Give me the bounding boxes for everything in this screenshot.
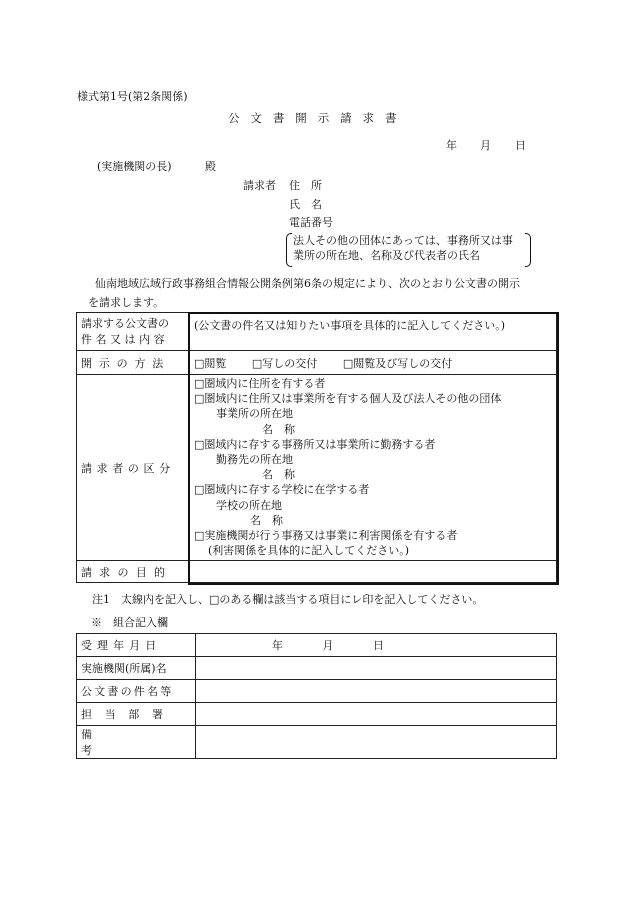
corporate-note-line1: 法人その他の団体にあっては、事務所又は事 — [293, 234, 513, 247]
request-table — [76, 312, 557, 583]
receipt-day: 日 — [373, 639, 384, 652]
option-copy-checkbox[interactable]: □写しの交付 — [251, 356, 318, 370]
document-subject-field[interactable]: (公文書の件名又は知りたい事項を具体的に記入してください。) — [190, 313, 557, 351]
category-worker-checkbox[interactable]: □圏域内に存する事務所又は事業所に勤務する者 — [194, 437, 436, 451]
corporate-note — [286, 233, 531, 267]
requester-phone-label: 電話番号 — [289, 216, 333, 229]
remarks-label: 備考 — [77, 726, 196, 759]
disclosure-method-label: 開示の方法 — [77, 351, 190, 375]
intro-line1: 仙南地域広域行政事務組合情報公開条例第6条の規定により、次のとおり公文書の開示 — [95, 277, 520, 290]
agency-field[interactable] — [196, 657, 557, 680]
receipt-date-field[interactable] — [196, 634, 557, 657]
option-inspection-checkbox[interactable]: □閲覧 — [194, 356, 227, 370]
date-month: 月 — [480, 139, 491, 152]
office-row-department — [77, 703, 557, 726]
document-label: 公文書の件名等 — [77, 680, 196, 703]
addressee-suffix: 殿 — [205, 160, 216, 173]
receipt-month: 月 — [322, 639, 334, 652]
page-title: 公文書開示請求書 — [228, 111, 408, 125]
addressee-label: (実施機関の長) — [97, 160, 172, 173]
receipt-year: 年 — [272, 639, 283, 652]
category-resident-checkbox[interactable]: □圏域内に住所を有する者 — [194, 377, 326, 390]
category-stakeholder-checkbox[interactable]: □実施機関が行う事務又は事業に利害関係を有する者 — [194, 529, 458, 543]
office-row-receipt-date — [77, 634, 557, 657]
row-disclosure-method — [77, 351, 557, 375]
document-subject-label-line2: 件名又は内容 — [81, 332, 169, 346]
stakeholder-note: (利害関係を具体的に記入してください。) — [208, 544, 410, 558]
document-field[interactable] — [196, 680, 557, 703]
instruction-note: 注1 太線内を記入し、□のある欄は該当する項目にレ印を記入してください。 — [92, 593, 484, 606]
school-location-label: 学校の所在地 — [216, 498, 282, 512]
school-name-label: 名 称 — [250, 513, 283, 527]
purpose-label: 請求の目的 — [77, 561, 190, 583]
form-number: 様式第1号(第2条関係) — [77, 90, 188, 103]
office-row-agency — [77, 657, 557, 680]
row-purpose — [77, 561, 557, 583]
date-year: 年 — [446, 139, 457, 152]
intro-line2: を請求します。 — [88, 296, 165, 309]
purpose-field[interactable] — [190, 561, 557, 583]
disclosure-method-options — [190, 351, 557, 375]
row-requester-category — [77, 375, 557, 561]
office-table — [76, 633, 557, 759]
row-document-subject — [77, 313, 557, 351]
requester-category-label: 請求者の区分 — [77, 375, 190, 561]
option-both-checkbox[interactable]: □閲覧及び写しの交付 — [342, 356, 453, 370]
category-business-checkbox[interactable]: □圏域内に住所又は事業所を有する個人及び法人その他の団体 — [194, 392, 502, 406]
corporate-note-line2: 業所の所在地、名称及び代表者の氏名 — [293, 249, 480, 263]
workplace-name-label: 名 称 — [262, 468, 295, 482]
department-label: 担当部署 — [77, 703, 196, 726]
corporate-note-text — [293, 233, 513, 263]
requester-name-label: 氏 名 — [289, 198, 322, 211]
bracket-left — [286, 233, 292, 267]
office-row-remarks — [77, 726, 557, 759]
bracket-right — [525, 233, 531, 267]
requester-label: 請求者 — [243, 179, 276, 192]
business-name-label: 名 称 — [262, 422, 295, 436]
category-student-checkbox[interactable]: □圏域内に存する学校に在学する者 — [194, 483, 370, 497]
requester-address-label: 住 所 — [289, 179, 322, 192]
office-row-document — [77, 680, 557, 703]
receipt-date-label: 受理年月日 — [77, 634, 196, 657]
document-subject-label-line1: 請求する公文書の — [81, 317, 169, 331]
office-section-label: ※ 組合記入欄 — [91, 616, 168, 629]
department-field[interactable] — [196, 703, 557, 726]
business-location-label: 事業所の所在地 — [216, 407, 293, 421]
document-subject-label — [77, 313, 190, 351]
date-day: 日 — [515, 139, 526, 152]
workplace-location-label: 勤務先の所在地 — [216, 453, 293, 467]
remarks-field[interactable] — [196, 726, 557, 759]
requester-category-options — [190, 375, 557, 561]
agency-label: 実施機関(所属)名 — [77, 657, 196, 680]
